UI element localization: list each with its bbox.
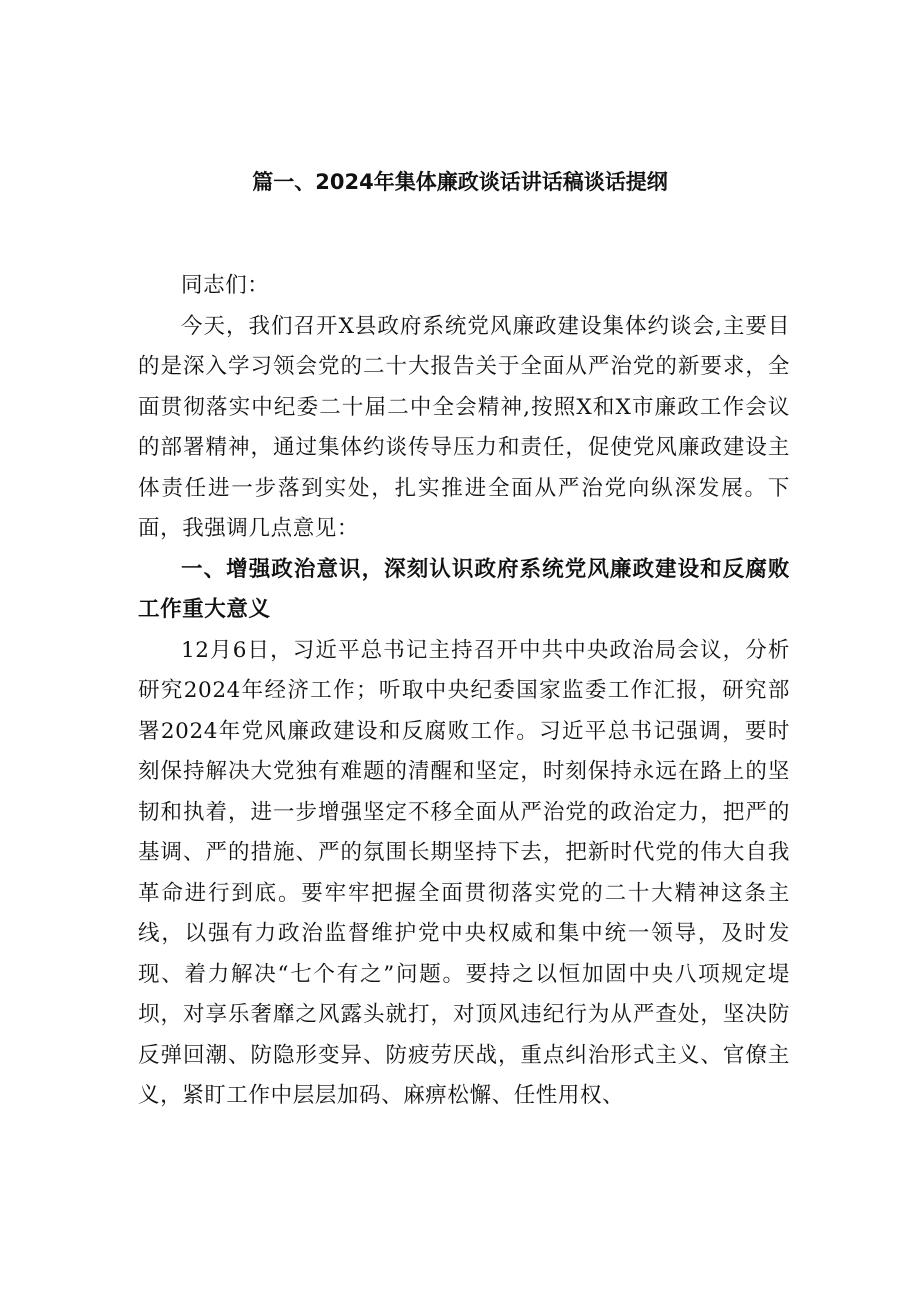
document-body <box>138 266 790 1117</box>
section-paragraph: 12月6日，习近平总书记主持召开中共中央政治局会议，分析研究2024年经济工作；听取中央纪委国家监委工作汇报，研究部署2024年党风廉政建设和反腐败工作。习近平总书记强调，要时刻保持解决大党独有难题的清醒和坚定，时刻保持永远在路上的坚韧和执着，进一步增强坚定不移全面从严治党的政治定力，把严的基调、严的措施、严的氛围长期坚持下去，把新时代党的伟大自我革命进行到底。要牢牢把握全面贯彻落实党的二十大精神这条主线，以强有力政治监督维护党中央权威和集中统一领导，及时发现、着力解决“七个有之”问题。要持之以恒加固中央八项规定堤坝，对享乐奢靡之风露头就打，对顶风违纪行为从严查处，坚决防反弹回潮、防隐形变异、防疲劳厌战，重点纠治形式主义、官僚主义，紧盯工作中层层加码、麻痹松懈、任性用权、 <box>138 637 790 1108</box>
greeting: 同志们： <box>181 273 270 298</box>
section-heading: 一、增强政治意识，深刻认识政府系统党风廉政建设和反腐败工作重大意义 <box>138 556 790 622</box>
intro-paragraph: 今天，我们召开X县政府系统党风廉政建设集体约谈会,主要目的是深入学习领会党的二十大报告关于全面从严治党的新要求，全面贯彻落实中纪委二十届二中全会精神,按照X和X市廉政工作会议的部署精神，通过集体约谈传导压力和责任，促使党风廉政建设主体责任进一步落到实处，扎实推进全面从严治党向纵深发展。下面，我强调几点意见： <box>138 313 790 541</box>
document-title: 篇一、2024年集体廉政谈话讲话稿谈话提纲 <box>252 170 668 194</box>
